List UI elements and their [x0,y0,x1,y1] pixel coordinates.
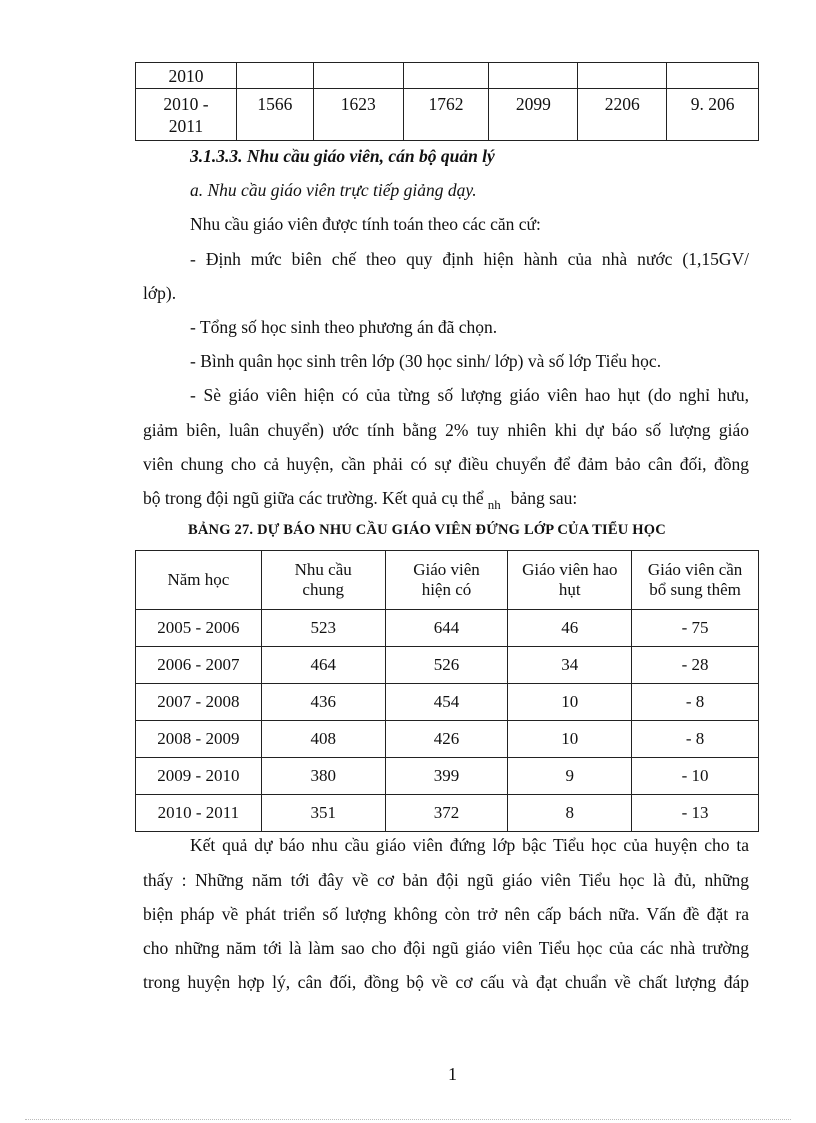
paragraph-line: thấy : Những năm tới đây về cơ bản đội ngũ giáo viên Tiểu học là đủ, những [143,870,749,890]
table-cell: 46 [508,610,632,647]
paragraph-line: biện pháp về phát triển số lượng không còn trở nên cấp bách nữa. Vấn đề đặt ra [143,904,749,924]
table-cell: 380 [261,758,385,795]
page-bottom-divider [25,1119,791,1120]
table-row [136,795,759,832]
top-table-cell: 1762 [403,89,489,141]
paragraph-line: giảm biên, luân chuyển) ước tính bằng 2% tuy nhiên khi dự báo số lượng giáo [143,420,749,440]
table-row [136,89,759,141]
column-header: Giáo viên hiện có [385,551,508,610]
top-table-cell [578,63,667,89]
table-row [136,684,759,721]
top-table-year: 2010 - 2011 [136,89,237,141]
table-row [136,721,759,758]
table-cell: - 8 [632,721,759,758]
top-table-cell [667,63,759,89]
top-table-cell: 9. 206 [667,89,759,141]
paragraph-line: Kết quả dự báo nhu cầu giáo viên đứng lớp bậc Tiểu học của huyện cho ta [190,835,749,855]
table-cell: 2010 - 2011 [136,795,262,832]
paragraph-line: - Tổng số học sinh theo phương án đã chọn. [190,317,498,337]
subscript-fragment: nh [487,497,501,512]
top-table-cell: 1566 [236,89,313,141]
paragraph-text: bảng sau: [510,488,578,508]
table-caption: BẢNG 27. DỰ BÁO NHU CẦU GIÁO VIÊN ĐỨNG LỚP CỦA TIỂU HỌC [188,522,666,538]
table-cell: 436 [261,684,385,721]
paragraph-line: lớp). [143,283,177,303]
table-cell: 34 [508,647,632,684]
paragraph-line: Nhu cầu giáo viên được tính toán theo các căn cứ: [190,214,541,234]
table-cell: - 28 [632,647,759,684]
subheading: a. Nhu cầu giáo viên trực tiếp giảng dạy. [190,180,477,200]
table-cell: 372 [385,795,508,832]
column-header: Giáo viên hao hụt [508,551,632,610]
table-cell: 399 [385,758,508,795]
table-row [136,758,759,795]
paragraph-line: trong huyện hợp lý, cân đối, đồng bộ về cơ cấu và đạt chuẩn về chất lượng đáp [143,972,749,992]
top-table [135,62,759,141]
table-cell: 2007 - 2008 [136,684,262,721]
table-cell: - 10 [632,758,759,795]
table-cell: 2009 - 2010 [136,758,262,795]
table-row [136,63,759,89]
teacher-demand-table [135,550,759,832]
table-cell: 10 [508,684,632,721]
column-header: Nhu cầu chung [261,551,385,610]
table-cell: 523 [261,610,385,647]
table-cell: 8 [508,795,632,832]
table-cell: 2008 - 2009 [136,721,262,758]
top-table-cell: 1623 [313,89,403,141]
table-cell: 464 [261,647,385,684]
page-number: 1 [448,1064,457,1084]
table-cell: - 13 [632,795,759,832]
table-cell: 644 [385,610,508,647]
table-cell: 10 [508,721,632,758]
table-row [136,610,759,647]
top-table-cell [403,63,489,89]
paragraph-line: - Sè giáo viên hiện có của từng số lượng giáo viên hao hụt (do nghỉ hưu, [190,385,749,405]
top-table-cell: 2206 [578,89,667,141]
column-header: Năm học [136,551,262,610]
column-header: Giáo viên cần bổ sung thêm [632,551,759,610]
table-row [136,647,759,684]
top-table-year: 2010 [136,63,237,89]
table-cell: 9 [508,758,632,795]
table-cell: - 75 [632,610,759,647]
table-header-row [136,551,759,610]
paragraph-line: - Bình quân học sinh trên lớp (30 học sinh/ lớp) và số lớp Tiểu học. [190,351,662,371]
table-cell: 526 [385,647,508,684]
table-cell: 454 [385,684,508,721]
section-heading: 3.1.3.3. Nhu cầu giáo viên, cán bộ quản lý [190,146,495,166]
paragraph-line [143,486,749,512]
table-cell: - 8 [632,684,759,721]
paragraph-line: viên chung cho cả huyện, cần phải có sự điều chuyển để đảm bảo cân đối, đồng [143,454,749,474]
paragraph-line: cho những năm tới là làm sao cho đội ngũ giáo viên Tiểu học của các nhà trường [143,938,749,958]
top-table-cell [313,63,403,89]
table-cell: 408 [261,721,385,758]
table-cell: 2006 - 2007 [136,647,262,684]
table-cell: 2005 - 2006 [136,610,262,647]
table-cell: 426 [385,721,508,758]
top-table-cell [236,63,313,89]
top-table-cell: 2099 [489,89,578,141]
top-table-cell [489,63,578,89]
paragraph-text: bộ trong đội ngũ giữa các trường. Kết quả cụ thể [143,488,484,508]
table-cell: 351 [261,795,385,832]
paragraph-line: - Định mức biên chế theo quy định hiện hành của nhà nước (1,15GV/ [190,249,749,269]
